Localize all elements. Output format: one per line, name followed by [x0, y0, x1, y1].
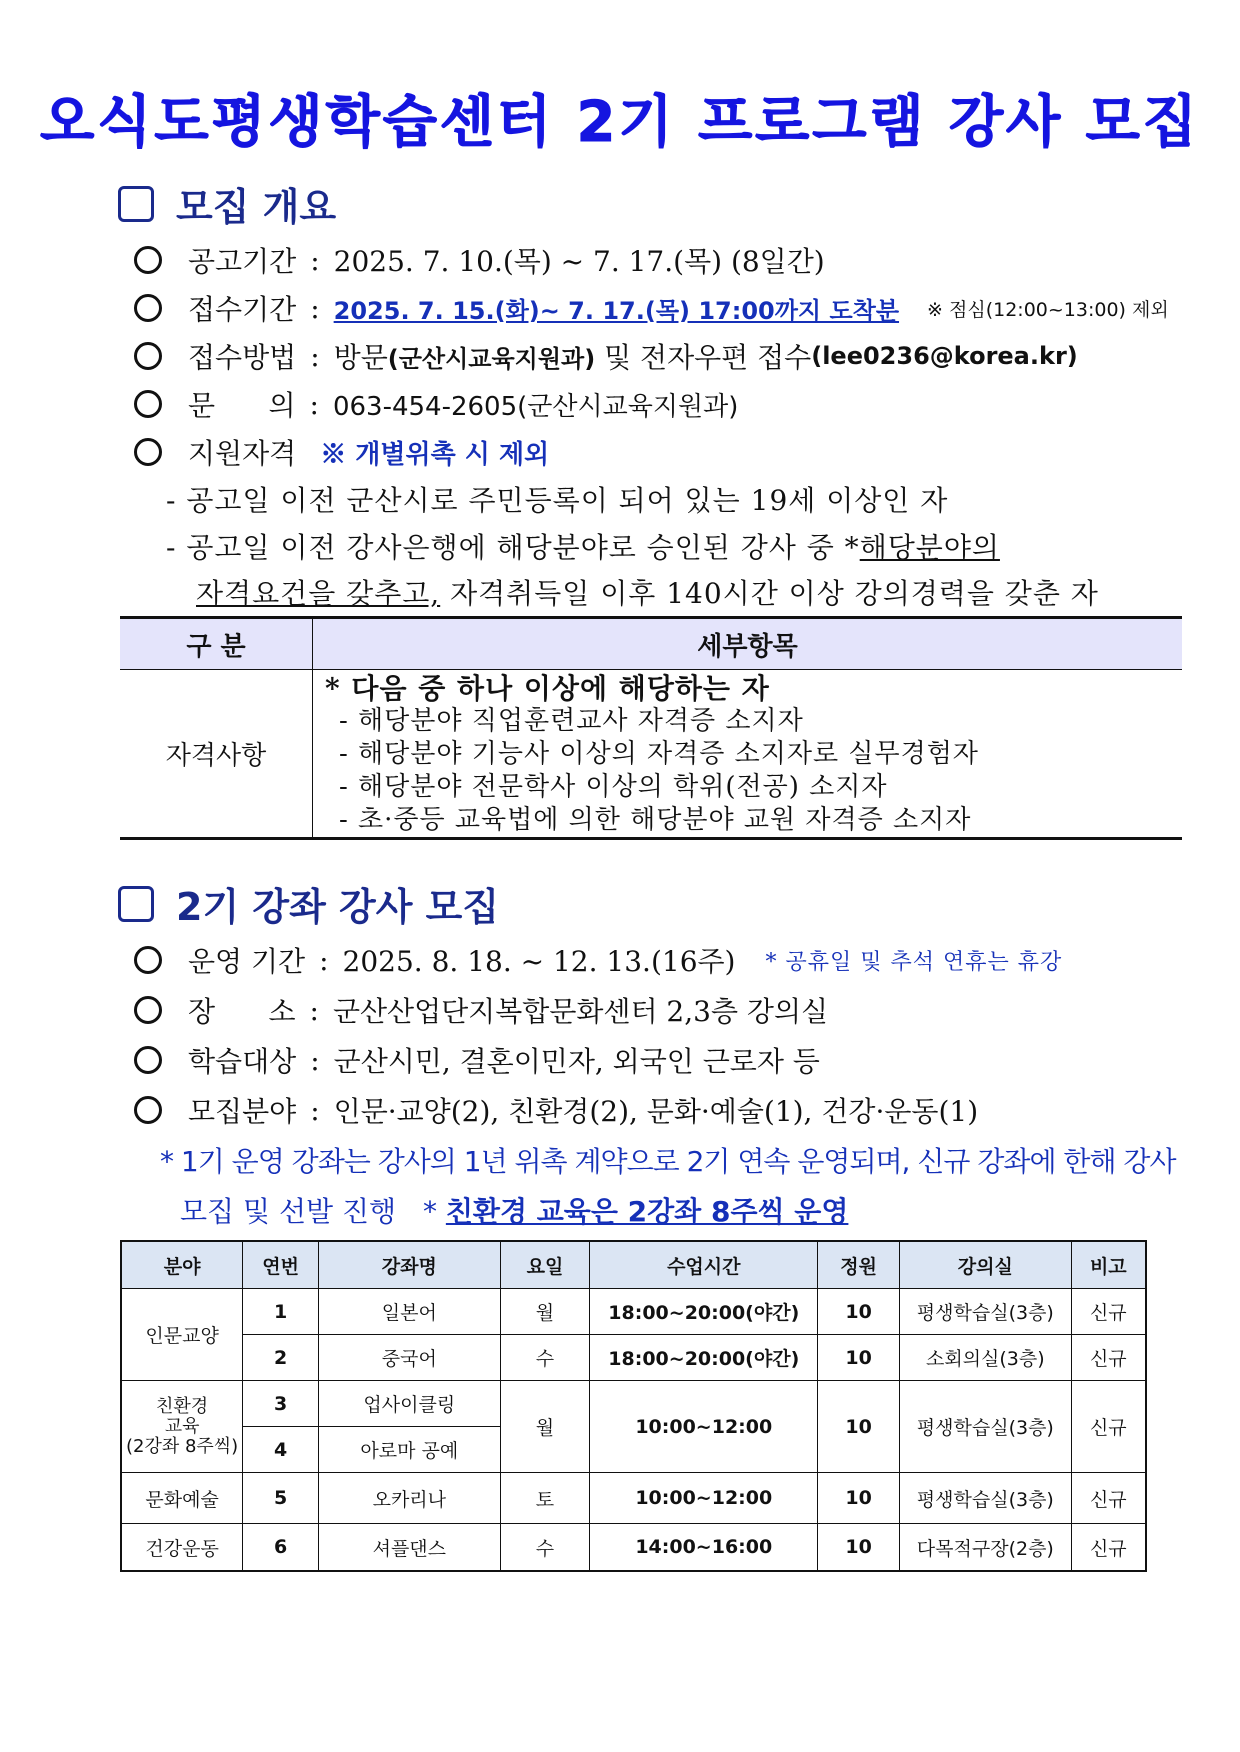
row-value: 군산산업단지복합문화센터 2,3층 강의실 — [332, 995, 829, 1028]
eligibility-underlined: 해당분야의 — [859, 531, 1000, 564]
field-cell: 건강운동 — [121, 1524, 243, 1572]
course-cell: 오카리나 — [319, 1473, 501, 1524]
eligibility-item-2-cont — [196, 572, 1099, 612]
note-cell: 신규 — [1071, 1381, 1146, 1473]
day-cell: 토 — [500, 1473, 590, 1524]
capacity-cell: 10 — [818, 1524, 900, 1572]
note-cell: 신규 — [1071, 1524, 1146, 1572]
row-notice-period — [134, 240, 825, 280]
header-room: 강의실 — [900, 1241, 1072, 1289]
colon: : — [310, 1093, 320, 1127]
note-cell: 신규 — [1071, 1473, 1146, 1524]
day-cell: 수 — [500, 1335, 590, 1381]
eligibility-text: 자격취득일 이후 140시간 이상 강의경력을 갖춘 자 — [440, 577, 1099, 610]
header-note: 비고 — [1071, 1241, 1146, 1289]
no-cell: 4 — [243, 1427, 319, 1473]
eligibility-text: - 공고일 이전 강사은행에 해당분야로 승인된 강사 중 * — [166, 531, 860, 564]
row-value: 인문·교양(2), 친환경(2), 문화·예술(1), 건강·운동(1) — [333, 1095, 979, 1128]
details-cell — [313, 670, 1183, 839]
circle-bullet-icon — [134, 1096, 162, 1124]
row-value: 방문 — [333, 341, 388, 374]
section-heading-text: 모집 개요 — [176, 185, 337, 229]
details-lead: * 다음 중 하나 이상에 해당하는 자 — [325, 672, 770, 705]
day-cell: 월 — [500, 1381, 590, 1473]
notice-underlined: 친환경 교육은 2강좌 8주씩 운영 — [445, 1195, 849, 1228]
email-link[interactable]: (lee0236@korea.kr) — [811, 342, 1078, 370]
colon: : — [309, 993, 319, 1027]
row-label: 접수기간 — [188, 293, 297, 326]
row-fields — [134, 1090, 978, 1130]
qualification-table — [120, 616, 1182, 840]
details-item: - 해당분야 전문학사 이상의 학위(전공) 소지자 — [339, 772, 888, 802]
row-value: 군산시민, 결혼이민자, 외국인 근로자 등 — [333, 1045, 820, 1078]
table-row — [121, 1524, 1146, 1572]
table-row — [121, 1381, 1146, 1427]
circle-bullet-icon — [134, 390, 162, 418]
colon: : — [310, 339, 320, 373]
eligibility-item-1: - 공고일 이전 군산시로 주민등록이 되어 있는 19세 이상인 자 — [166, 484, 949, 517]
no-cell: 3 — [243, 1381, 319, 1427]
course-cell: 셔플댄스 — [319, 1524, 501, 1572]
details-item: - 초·중등 교육법에 의한 해당분야 교원 자격증 소지자 — [339, 805, 972, 835]
header-category: 구 분 — [120, 618, 313, 670]
no-cell: 2 — [243, 1335, 319, 1381]
course-table — [120, 1240, 1147, 1572]
colon: : — [310, 1043, 320, 1077]
no-cell: 5 — [243, 1473, 319, 1524]
checkbox-square-icon — [118, 886, 154, 922]
details-item: - 해당분야 기능사 이상의 자격증 소지자로 실무경험자 — [339, 739, 979, 769]
page-title: 오식도평생학습센터 2기 프로그램 강사 모집 — [40, 90, 1200, 155]
category-cell: 자격사항 — [120, 670, 313, 839]
section-heading-overview — [118, 176, 336, 231]
capacity-cell: 10 — [818, 1335, 900, 1381]
notice-line-1: * 1기 운영 강좌는 강사의 1년 위촉 계약으로 2기 연속 운영되며, 신규 강좌에 한해 강사 — [160, 1145, 1176, 1178]
field-cell: 인문교양 — [121, 1289, 243, 1381]
office-name: (군산시교육지원과) — [387, 344, 596, 373]
capacity-cell: 10 — [818, 1381, 900, 1473]
day-cell: 월 — [500, 1289, 590, 1335]
row-value: 2025. 7. 15.(화)~ 7. 17.(목) 17:00까지 도착분 — [333, 296, 900, 325]
row-label: 문 의 — [188, 389, 296, 422]
header-course: 강좌명 — [319, 1241, 501, 1289]
course-cell: 중국어 — [319, 1335, 501, 1381]
row-inquiry — [134, 384, 738, 424]
row-label: 운영 기간 — [188, 945, 306, 978]
table-header-row — [121, 1241, 1146, 1289]
row-label: 모집분야 — [188, 1095, 297, 1128]
room-cell: 평생학습실(3층) — [900, 1289, 1072, 1335]
row-operation-period — [134, 940, 1062, 980]
notice-star: * — [422, 1195, 446, 1228]
no-cell: 1 — [243, 1289, 319, 1335]
capacity-cell: 10 — [818, 1473, 900, 1524]
capacity-cell: 10 — [818, 1289, 900, 1335]
time-cell: 18:00~20:00(야간) — [590, 1335, 818, 1381]
row-label: 공고기간 — [188, 245, 297, 278]
checkbox-square-icon — [118, 186, 154, 222]
row-label: 지원자격 — [188, 437, 297, 470]
header-no: 연번 — [243, 1241, 319, 1289]
row-value-mid: 및 전자우편 접수 — [595, 341, 812, 374]
course-cell: 일본어 — [319, 1289, 501, 1335]
time-cell: 10:00~12:00 — [590, 1381, 818, 1473]
table-row — [121, 1289, 1146, 1335]
phone-number: 063-454-2605(군산시교육지원과) — [332, 391, 739, 422]
room-cell: 다목적구장(2층) — [900, 1524, 1072, 1572]
colon: : — [310, 243, 320, 277]
row-application-method — [134, 336, 1078, 376]
circle-bullet-icon — [134, 996, 162, 1024]
row-eligibility — [134, 432, 549, 472]
details-item: - 해당분야 직업훈련교사 자격증 소지자 — [339, 706, 804, 736]
section-heading-recruit — [118, 876, 499, 931]
colon: : — [319, 943, 329, 977]
time-cell: 10:00~12:00 — [590, 1473, 818, 1524]
eligibility-underlined: 자격요건을 갖추고, — [196, 577, 441, 610]
no-cell: 6 — [243, 1524, 319, 1572]
room-cell: 평생학습실(3층) — [900, 1381, 1072, 1473]
table-row — [121, 1473, 1146, 1524]
circle-bullet-icon — [134, 946, 162, 974]
header-capacity: 정원 — [818, 1241, 900, 1289]
day-cell: 수 — [500, 1524, 590, 1572]
header-day: 요일 — [500, 1241, 590, 1289]
header-field: 분야 — [121, 1241, 243, 1289]
table-row — [121, 1335, 1146, 1381]
course-cell: 업사이클링 — [319, 1381, 501, 1427]
row-label: 장 소 — [188, 995, 296, 1028]
room-cell: 소회의실(3층) — [900, 1335, 1072, 1381]
table-header-row — [120, 618, 1182, 670]
circle-bullet-icon — [134, 342, 162, 370]
field-cell: 문화예술 — [121, 1473, 243, 1524]
row-target — [134, 1040, 820, 1080]
row-application-period — [134, 288, 1169, 328]
colon: : — [310, 291, 320, 325]
circle-bullet-icon — [134, 1046, 162, 1074]
note-cell: 신규 — [1071, 1289, 1146, 1335]
header-time: 수업시간 — [590, 1241, 818, 1289]
row-label: 학습대상 — [188, 1045, 297, 1078]
room-cell: 평생학습실(3층) — [900, 1473, 1072, 1524]
header-details: 세부항목 — [313, 618, 1183, 670]
row-value: 2025. 8. 18. ~ 12. 13.(16주) — [342, 945, 736, 978]
row-note: ※ 점심(12:00~13:00) 제외 — [927, 298, 1169, 321]
row-note: * 공휴일 및 추석 연휴는 휴강 — [765, 949, 1063, 975]
section-heading-text: 2기 강좌 강사 모집 — [176, 885, 500, 929]
row-note: ※ 개별위촉 시 제외 — [320, 439, 550, 470]
course-cell: 아로마 공예 — [319, 1427, 501, 1473]
row-value: 2025. 7. 10.(목) ~ 7. 17.(목) (8일간) — [333, 245, 825, 278]
circle-bullet-icon — [134, 438, 162, 466]
eligibility-item-2 — [166, 526, 1000, 566]
note-cell: 신규 — [1071, 1335, 1146, 1381]
circle-bullet-icon — [134, 294, 162, 322]
time-cell: 18:00~20:00(야간) — [590, 1289, 818, 1335]
time-cell: 14:00~16:00 — [590, 1524, 818, 1572]
colon: : — [309, 387, 319, 421]
row-label: 접수방법 — [188, 341, 297, 374]
field-cell: 친환경 교육 (2강좌 8주씩) — [121, 1381, 243, 1473]
notice-text: 모집 및 선발 진행 — [180, 1195, 397, 1228]
table-row — [120, 670, 1182, 839]
notice-line-2 — [180, 1190, 848, 1230]
row-location — [134, 990, 828, 1030]
circle-bullet-icon — [134, 246, 162, 274]
